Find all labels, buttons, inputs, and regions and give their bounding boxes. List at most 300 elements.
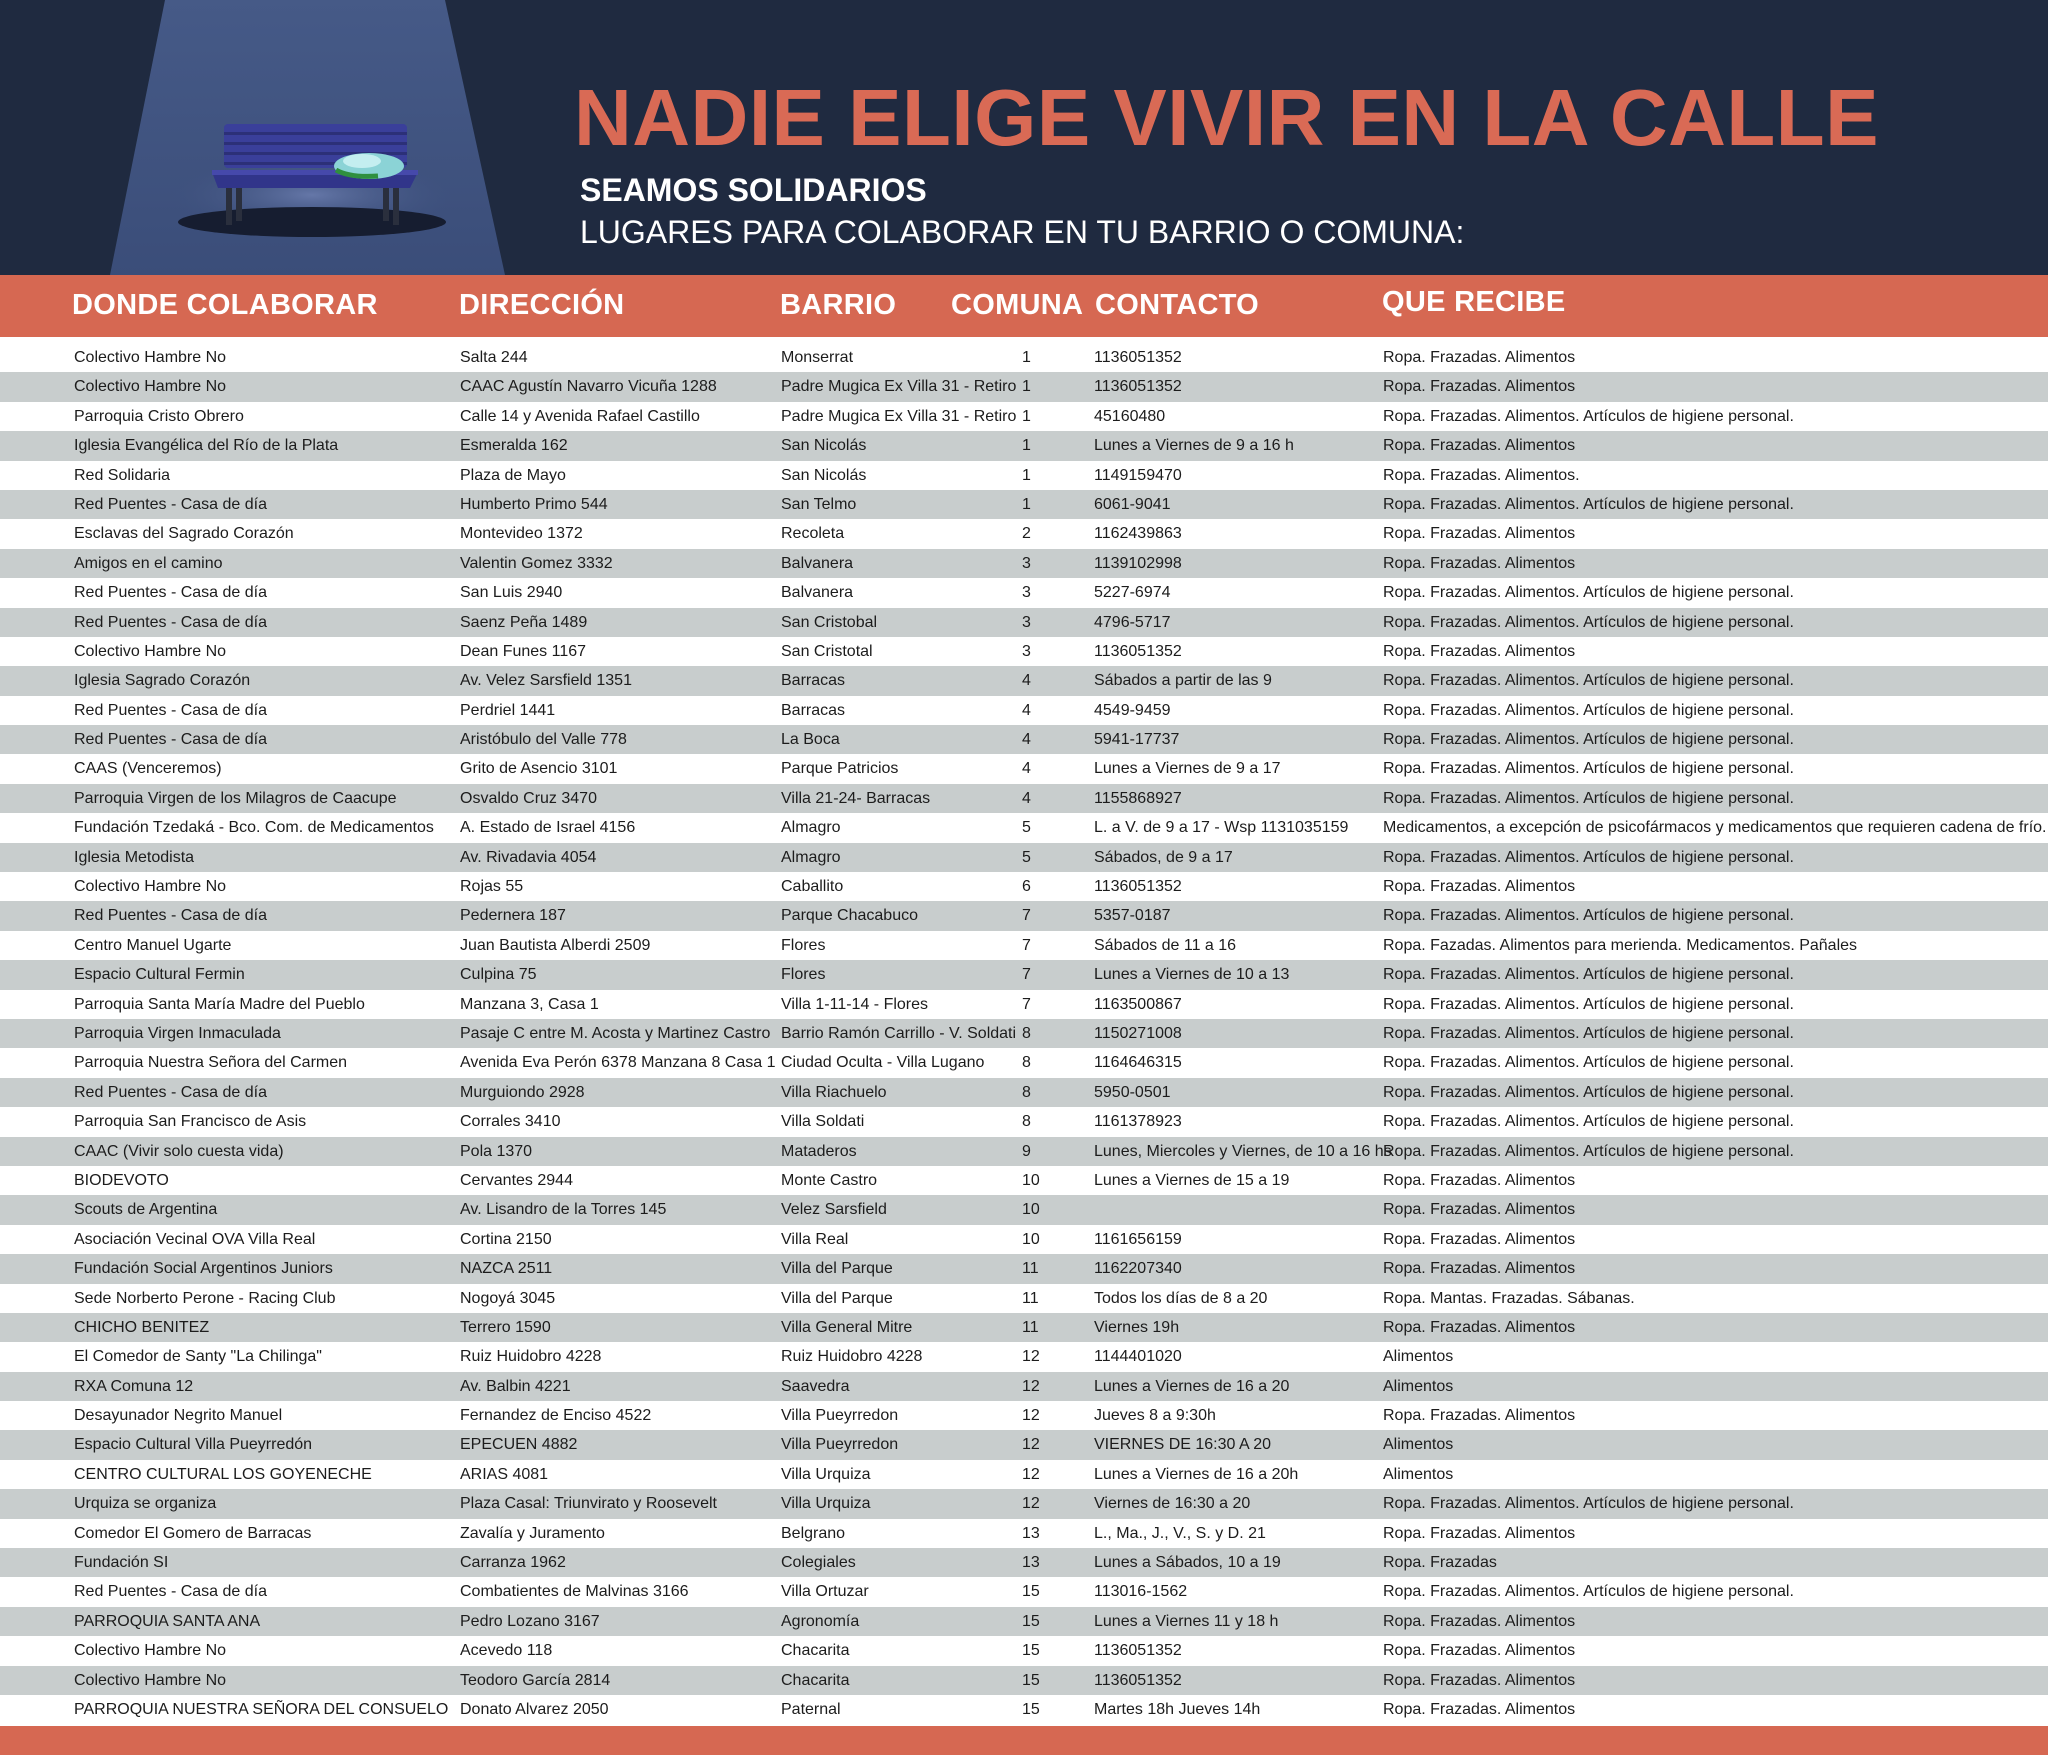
cell-direccion: Salta 244 <box>460 349 528 366</box>
cell-donde: El Comedor de Santy "La Chilinga" <box>74 1348 322 1366</box>
table-row <box>0 402 2048 431</box>
cell-donde: Parroquia San Francisco de Asis <box>74 1113 307 1131</box>
cell-comuna: 3 <box>1022 584 1031 602</box>
cell-barrio: Padre Mugica Ex Villa 31 - Retiro <box>781 378 1017 396</box>
table-row <box>0 1695 2048 1724</box>
cell-que-recibe: Ropa. Frazadas. Alimentos <box>1383 1700 1576 1718</box>
cell-que-recibe: Ropa. Frazadas <box>1383 1554 1497 1572</box>
table-row <box>0 754 2048 783</box>
cell-comuna: 7 <box>1022 995 1031 1013</box>
cell-direccion: Combatientes de Malvinas 3166 <box>460 1583 689 1601</box>
table-row <box>0 1372 2048 1401</box>
cell-que-recibe: Ropa. Frazadas. Alimentos. Artículos de higiene personal. <box>1383 1495 1794 1513</box>
table-row <box>0 872 2048 901</box>
cell-contacto: 1139102998 <box>1094 554 1182 572</box>
cell-barrio: Villa Soldati <box>781 1113 865 1131</box>
cell-direccion: Av. Rivadavia 4054 <box>460 848 597 866</box>
cell-direccion: Av. Velez Sarsfield 1351 <box>460 672 632 690</box>
cell-barrio: Colegiales <box>781 1554 856 1572</box>
cell-donde: Colectivo Hambre No <box>74 1642 227 1660</box>
table-row <box>0 843 2048 872</box>
cell-barrio: Barracas <box>781 672 846 690</box>
cell-comuna: 1 <box>1022 466 1031 484</box>
cell-direccion: Av. Balbin 4221 <box>460 1377 571 1395</box>
cell-direccion: Pasaje C entre M. Acosta y Martinez Castro <box>460 1024 771 1042</box>
cell-direccion: Grito de Asencio 3101 <box>460 760 618 778</box>
cell-contacto: 5227-6974 <box>1094 584 1171 602</box>
cell-barrio: Recoleta <box>781 525 845 543</box>
cell-que-recibe: Alimentos <box>1383 1436 1454 1454</box>
cell-donde: Colectivo Hambre No <box>74 878 227 896</box>
table-row <box>0 1078 2048 1107</box>
cell-comuna: 15 <box>1022 1583 1040 1601</box>
table-row <box>0 1636 2048 1665</box>
table-row <box>0 490 2048 519</box>
cell-direccion: ARIAS 4081 <box>460 1465 549 1483</box>
table-row <box>0 1284 2048 1313</box>
cell-direccion: Murguiondo 2928 <box>460 1083 585 1101</box>
header-banner <box>0 0 2048 275</box>
cell-contacto: 1163500867 <box>1094 995 1182 1013</box>
cell-direccion: EPECUEN 4882 <box>460 1436 578 1454</box>
table-row <box>0 1313 2048 1342</box>
cell-comuna: 5 <box>1022 819 1031 837</box>
cell-donde: BIODEVOTO <box>74 1171 169 1189</box>
cell-contacto: 1136051352 <box>1094 878 1182 896</box>
cell-contacto: Lunes a Viernes de 9 a 16 h <box>1094 437 1294 455</box>
cell-direccion: Saenz Peña 1489 <box>460 613 588 631</box>
cell-que-recibe: Ropa. Frazadas. Alimentos <box>1383 642 1576 660</box>
cell-donde: Parroquia Cristo Obrero <box>74 407 244 425</box>
cell-barrio: Villa Pueyrredon <box>781 1436 899 1454</box>
cell-contacto: 6061-9041 <box>1094 495 1171 513</box>
cell-comuna: 4 <box>1022 731 1031 749</box>
cell-barrio: Flores <box>781 966 826 984</box>
cell-que-recibe: Ropa. Frazadas. Alimentos <box>1383 1230 1576 1248</box>
cell-comuna: 8 <box>1022 1024 1031 1042</box>
cell-barrio: Ruiz Huidobro 4228 <box>781 1348 923 1366</box>
cell-contacto: 5941-17737 <box>1094 731 1180 749</box>
table-row <box>0 1401 2048 1430</box>
cell-comuna: 15 <box>1022 1612 1040 1630</box>
cell-donde: Colectivo Hambre No <box>74 642 227 660</box>
cell-direccion: Fernandez de Enciso 4522 <box>460 1407 652 1425</box>
cell-direccion: Valentin Gomez 3332 <box>460 554 613 572</box>
cell-barrio: San Telmo <box>781 495 857 513</box>
cell-que-recibe: Ropa. Frazadas. Alimentos <box>1383 554 1576 572</box>
cell-barrio: Agronomía <box>781 1612 860 1630</box>
cell-que-recibe: Ropa. Frazadas. Alimentos <box>1383 525 1576 543</box>
cell-comuna: 1 <box>1022 378 1031 396</box>
cell-comuna: 12 <box>1022 1348 1040 1366</box>
cell-barrio: Balvanera <box>781 584 854 602</box>
cell-comuna: 7 <box>1022 966 1031 984</box>
cell-contacto: 1161656159 <box>1094 1230 1182 1248</box>
cell-barrio: Parque Chacabuco <box>781 907 918 925</box>
cell-que-recibe: Ropa. Frazadas. Alimentos. Artículos de higiene personal. <box>1383 584 1794 602</box>
bench-illustration <box>0 0 560 275</box>
cell-que-recibe: Ropa. Frazadas. Alimentos. Artículos de higiene personal. <box>1383 966 1794 984</box>
table-row <box>0 1254 2048 1283</box>
cell-que-recibe: Ropa. Frazadas. Alimentos <box>1383 1171 1576 1189</box>
cell-donde: Urquiza se organiza <box>74 1495 217 1513</box>
cell-que-recibe: Alimentos <box>1383 1465 1454 1483</box>
cell-direccion: Cortina 2150 <box>460 1230 552 1248</box>
cell-contacto: 1136051352 <box>1094 1671 1182 1689</box>
cell-que-recibe: Ropa. Frazadas. Alimentos. Artículos de higiene personal. <box>1383 495 1794 513</box>
cell-comuna: 4 <box>1022 789 1031 807</box>
cell-contacto: 1136051352 <box>1094 378 1182 396</box>
cell-direccion: Calle 14 y Avenida Rafael Castillo <box>460 407 700 425</box>
cell-donde: Red Puentes - Casa de día <box>74 1083 268 1101</box>
cell-comuna: 1 <box>1022 437 1031 455</box>
cell-direccion: Acevedo 118 <box>460 1642 553 1660</box>
cell-comuna: 4 <box>1022 760 1031 778</box>
page-title: NADIE ELIGE VIVIR EN LA CALLE <box>574 73 1879 162</box>
cell-direccion: Esmeralda 162 <box>460 437 568 455</box>
cell-donde: Red Puentes - Casa de día <box>74 907 268 925</box>
cell-donde: Espacio Cultural Fermin <box>74 966 245 984</box>
cell-comuna: 12 <box>1022 1495 1040 1513</box>
cell-comuna: 15 <box>1022 1642 1040 1660</box>
cell-que-recibe: Ropa. Frazadas. Alimentos. Artículos de higiene personal. <box>1383 789 1794 807</box>
cell-donde: Red Puentes - Casa de día <box>74 584 268 602</box>
cell-contacto: Lunes a Viernes de 9 a 17 <box>1094 760 1281 778</box>
cell-comuna: 9 <box>1022 1142 1031 1160</box>
cell-donde: Parroquia Nuestra Señora del Carmen <box>74 1054 348 1072</box>
column-header-que-recibe: QUE RECIBE <box>1382 286 1566 318</box>
table-row <box>0 1489 2048 1518</box>
cell-donde: Red Solidaria <box>74 466 171 484</box>
cell-que-recibe: Ropa. Frazadas. Alimentos. Artículos de higiene personal. <box>1383 1024 1794 1042</box>
table-row <box>0 1666 2048 1695</box>
cell-donde: Fundación SI <box>74 1554 169 1572</box>
cell-barrio: Saavedra <box>781 1377 850 1395</box>
cell-comuna: 3 <box>1022 642 1031 660</box>
cell-que-recibe: Ropa. Frazadas. Alimentos. <box>1383 466 1580 484</box>
cell-contacto: 1162207340 <box>1094 1260 1182 1278</box>
cell-comuna: 8 <box>1022 1054 1031 1072</box>
cell-donde: CAAS (Venceremos) <box>74 760 222 778</box>
cell-comuna: 10 <box>1022 1230 1040 1248</box>
cell-direccion: CAAC Agustín Navarro Vicuña 1288 <box>460 378 717 396</box>
cell-que-recibe: Ropa. Frazadas. Alimentos <box>1383 1642 1576 1660</box>
cell-que-recibe: Ropa. Frazadas. Alimentos. Artículos de higiene personal. <box>1383 701 1794 719</box>
cell-que-recibe: Ropa. Frazadas. Alimentos <box>1383 437 1576 455</box>
cell-barrio: Villa 1-11-14 - Flores <box>781 995 929 1013</box>
cell-donde: PARROQUIA NUESTRA SEÑORA DEL CONSUELO <box>74 1700 449 1718</box>
cell-direccion: Ruiz Huidobro 4228 <box>460 1348 602 1366</box>
cell-barrio: Villa del Parque <box>781 1260 893 1278</box>
cell-que-recibe: Alimentos <box>1383 1377 1454 1395</box>
table-row <box>0 1577 2048 1606</box>
cell-contacto: 1164646315 <box>1094 1054 1182 1072</box>
table-row <box>0 1342 2048 1371</box>
cell-comuna: 7 <box>1022 936 1031 954</box>
cell-direccion: Aristóbulo del Valle 778 <box>460 731 627 749</box>
cell-direccion: Plaza de Mayo <box>460 466 566 484</box>
table-row <box>0 901 2048 930</box>
cell-contacto: 1149159470 <box>1094 466 1182 484</box>
table-row <box>0 696 2048 725</box>
cell-direccion: Juan Bautista Alberdi 2509 <box>460 936 651 954</box>
cell-donde: Comedor El Gomero de Barracas <box>74 1524 312 1542</box>
cell-que-recibe: Ropa. Frazadas. Alimentos. Artículos de higiene personal. <box>1383 1113 1794 1131</box>
cell-contacto: Lunes a Viernes de 15 a 19 <box>1094 1171 1290 1189</box>
cell-barrio: Villa Riachuelo <box>781 1083 887 1101</box>
cell-que-recibe: Ropa. Frazadas. Alimentos <box>1383 349 1576 366</box>
cell-direccion: Corrales 3410 <box>460 1113 561 1131</box>
cell-donde: CHICHO BENITEZ <box>74 1318 210 1336</box>
cell-direccion: Culpina 75 <box>460 966 537 984</box>
cell-barrio: Villa Ortuzar <box>781 1583 869 1601</box>
column-header-contacto: CONTACTO <box>1095 289 1260 321</box>
cell-direccion: San Luis 2940 <box>460 584 563 602</box>
table-row <box>0 461 2048 490</box>
cell-comuna: 1 <box>1022 495 1031 513</box>
cell-barrio: Almagro <box>781 848 841 866</box>
cell-comuna: 4 <box>1022 701 1031 719</box>
table-row <box>0 1225 2048 1254</box>
cell-donde: Red Puentes - Casa de día <box>74 731 268 749</box>
cell-donde: Esclavas del Sagrado Corazón <box>74 525 294 543</box>
cell-donde: Sede Norberto Perone - Racing Club <box>74 1289 336 1307</box>
cell-que-recibe: Ropa. Frazadas. Alimentos. Artículos de higiene personal. <box>1383 407 1794 425</box>
cell-comuna: 5 <box>1022 848 1031 866</box>
cell-comuna: 13 <box>1022 1554 1040 1572</box>
cell-comuna: 8 <box>1022 1113 1031 1131</box>
table-row <box>0 1548 2048 1577</box>
cell-direccion: Av. Lisandro de la Torres 145 <box>460 1201 667 1219</box>
table-row <box>0 784 2048 813</box>
cell-contacto: 5950-0501 <box>1094 1083 1171 1101</box>
cell-comuna: 15 <box>1022 1700 1040 1718</box>
cell-comuna: 15 <box>1022 1671 1040 1689</box>
cell-barrio: Ciudad Oculta - Villa Lugano <box>781 1054 985 1072</box>
table-row <box>0 637 2048 666</box>
cell-contacto: Sábados a partir de las 9 <box>1094 672 1272 690</box>
cell-contacto: Todos los días de 8 a 20 <box>1094 1289 1268 1307</box>
cell-donde: Colectivo Hambre No <box>74 1671 227 1689</box>
column-header-donde: DONDE COLABORAR <box>72 289 378 321</box>
cell-barrio: Chacarita <box>781 1671 850 1689</box>
cell-direccion: Avenida Eva Perón 6378 Manzana 8 Casa 1 <box>460 1054 776 1072</box>
cell-que-recibe: Ropa. Frazadas. Alimentos <box>1383 1612 1576 1630</box>
cell-comuna: 10 <box>1022 1171 1040 1189</box>
cell-contacto: 1150271008 <box>1094 1024 1182 1042</box>
cell-que-recibe: Ropa. Frazadas. Alimentos <box>1383 1201 1576 1219</box>
cell-contacto: Viernes de 16:30 a 20 <box>1094 1495 1251 1513</box>
column-header-direccion: DIRECCIÓN <box>459 289 625 321</box>
cell-que-recibe: Ropa. Frazadas. Alimentos. Artículos de higiene personal. <box>1383 760 1794 778</box>
cell-barrio: Chacarita <box>781 1642 850 1660</box>
cell-que-recibe: Ropa. Frazadas. Alimentos. Artículos de higiene personal. <box>1383 731 1794 749</box>
cell-direccion: Carranza 1962 <box>460 1554 566 1572</box>
cell-comuna: 11 <box>1022 1318 1039 1336</box>
cell-direccion: Osvaldo Cruz 3470 <box>460 789 597 807</box>
cell-barrio: Villa Pueyrredon <box>781 1407 899 1425</box>
cell-barrio: Belgrano <box>781 1524 846 1542</box>
cell-que-recibe: Ropa. Mantas. Frazadas. Sábanas. <box>1383 1289 1635 1307</box>
table-body <box>0 343 2048 1724</box>
cell-que-recibe: Ropa. Frazadas. Alimentos. Artículos de higiene personal. <box>1383 848 1794 866</box>
cell-que-recibe: Ropa. Frazadas. Alimentos. Artículos de higiene personal. <box>1383 672 1794 690</box>
cell-direccion: Rojas 55 <box>460 878 524 896</box>
cell-comuna: 4 <box>1022 672 1031 690</box>
table-row <box>0 519 2048 548</box>
cell-que-recibe: Ropa. Frazadas. Alimentos <box>1383 1407 1576 1425</box>
table-row <box>0 608 2048 637</box>
cell-donde: Red Puentes - Casa de día <box>74 701 268 719</box>
cell-donde: CAAC (Vivir solo cuesta vida) <box>74 1142 284 1160</box>
cell-barrio: Almagro <box>781 819 841 837</box>
cell-direccion: Pola 1370 <box>460 1142 533 1160</box>
cell-que-recibe: Medicamentos, a excepción de psicofármacos y medicamentos que requieren cadena de frío. <box>1383 819 2047 837</box>
cell-que-recibe: Ropa. Frazadas. Alimentos <box>1383 1671 1576 1689</box>
table-row <box>0 1430 2048 1459</box>
cell-comuna: 6 <box>1022 878 1031 896</box>
cell-direccion: Teodoro García 2814 <box>460 1671 611 1689</box>
cell-contacto: Jueves 8 a 9:30h <box>1094 1407 1216 1425</box>
cell-donde: Centro Manuel Ugarte <box>74 936 232 954</box>
cell-direccion: Terrero 1590 <box>460 1318 551 1336</box>
cell-contacto: L. a V. de 9 a 17 - Wsp 1131035159 <box>1094 819 1349 837</box>
table-row <box>0 549 2048 578</box>
cell-comuna: 11 <box>1022 1289 1039 1307</box>
table-row <box>0 372 2048 401</box>
table-header <box>0 275 2048 337</box>
cell-contacto: Viernes 19h <box>1094 1318 1180 1336</box>
cell-contacto: Lunes a Viernes de 16 a 20h <box>1094 1465 1299 1483</box>
cell-comuna: 1 <box>1022 349 1031 366</box>
cell-barrio: Velez Sarsfield <box>781 1201 887 1219</box>
cell-comuna: 8 <box>1022 1083 1031 1101</box>
cell-contacto: VIERNES DE 16:30 A 20 <box>1094 1436 1271 1454</box>
table-row <box>0 1519 2048 1548</box>
cell-donde: Asociación Vecinal OVA Villa Real <box>74 1230 316 1248</box>
cell-barrio: San Cristobal <box>781 613 878 631</box>
cell-barrio: Villa Urquiza <box>781 1465 871 1483</box>
cell-direccion: Donato Alvarez 2050 <box>460 1700 609 1718</box>
cell-direccion: Perdriel 1441 <box>460 701 556 719</box>
cell-comuna: 2 <box>1022 525 1031 543</box>
cell-donde: PARROQUIA SANTA ANA <box>74 1612 261 1630</box>
table-row <box>0 960 2048 989</box>
cell-comuna: 12 <box>1022 1407 1040 1425</box>
cell-direccion: Plaza Casal: Triunvirato y Roosevelt <box>460 1495 717 1513</box>
table-row <box>0 1460 2048 1489</box>
cell-contacto: Lunes a Viernes de 16 a 20 <box>1094 1377 1290 1395</box>
cell-donde: Red Puentes - Casa de día <box>74 613 268 631</box>
cell-comuna: 7 <box>1022 907 1031 925</box>
cell-comuna: 11 <box>1022 1260 1039 1278</box>
cell-contacto: Lunes a Viernes 11 y 18 h <box>1094 1612 1279 1630</box>
cell-contacto: 4549-9459 <box>1094 701 1171 719</box>
cell-comuna: 12 <box>1022 1465 1040 1483</box>
cell-contacto: Lunes, Miercoles y Viernes, de 10 a 16 hs <box>1094 1142 1392 1160</box>
cell-barrio: San Cristotal <box>781 642 873 660</box>
cell-barrio: Villa Urquiza <box>781 1495 871 1513</box>
cell-contacto: 1136051352 <box>1094 349 1182 366</box>
table-row <box>0 1048 2048 1077</box>
cell-barrio: San Nicolás <box>781 466 867 484</box>
table-row <box>0 578 2048 607</box>
cell-direccion: NAZCA 2511 <box>460 1260 553 1278</box>
cell-barrio: Parque Patricios <box>781 760 899 778</box>
cell-direccion: Cervantes 2944 <box>460 1171 573 1189</box>
cell-donde: Scouts de Argentina <box>74 1201 218 1219</box>
cell-direccion: Montevideo 1372 <box>460 525 583 543</box>
cell-contacto: Sábados de 11 a 16 <box>1094 936 1237 954</box>
cell-donde: Fundación Tzedaká - Bco. Com. de Medicamentos <box>74 819 434 837</box>
cell-donde: Parroquia Virgen Inmaculada <box>74 1024 281 1042</box>
table-row <box>0 813 2048 842</box>
cell-barrio: Padre Mugica Ex Villa 31 - Retiro <box>781 407 1017 425</box>
cell-que-recibe: Ropa. Frazadas. Alimentos <box>1383 1260 1576 1278</box>
cell-donde: Colectivo Hambre No <box>74 378 227 396</box>
cell-barrio: Mataderos <box>781 1142 857 1160</box>
cell-direccion: Pedro Lozano 3167 <box>460 1612 600 1630</box>
table-row <box>0 1195 2048 1224</box>
cell-donde: Desayunador Negrito Manuel <box>74 1407 283 1425</box>
cell-que-recibe: Ropa. Frazadas. Alimentos <box>1383 878 1576 896</box>
cell-donde: Colectivo Hambre No <box>74 349 227 366</box>
table-row <box>0 1137 2048 1166</box>
cell-donde: RXA Comuna 12 <box>74 1377 194 1395</box>
cell-contacto: 1136051352 <box>1094 1642 1182 1660</box>
cell-donde: CENTRO CULTURAL LOS GOYENECHE <box>74 1465 372 1483</box>
cell-barrio: Villa 21-24- Barracas <box>781 789 931 807</box>
cell-donde: Iglesia Metodista <box>74 848 195 866</box>
cell-contacto: 1136051352 <box>1094 642 1182 660</box>
page-subtitle-2: LUGARES PARA COLABORAR EN TU BARRIO O COMUNA: <box>580 214 1465 250</box>
cell-donde: Red Puentes - Casa de día <box>74 495 268 513</box>
cell-contacto: L., Ma., J., V., S. y D. 21 <box>1094 1524 1266 1542</box>
cell-direccion: Humberto Primo 544 <box>460 495 608 513</box>
cell-que-recibe: Ropa. Frazadas. Alimentos. Artículos de higiene personal. <box>1383 1083 1794 1101</box>
cell-que-recibe: Ropa. Frazadas. Alimentos. Artículos de higiene personal. <box>1383 613 1794 631</box>
cell-que-recibe: Ropa. Frazadas. Alimentos. Artículos de higiene personal. <box>1383 1142 1794 1160</box>
cell-contacto: 113016-1562 <box>1094 1583 1188 1601</box>
cell-direccion: Manzana 3, Casa 1 <box>460 995 599 1013</box>
table-row <box>0 725 2048 754</box>
cell-comuna: 12 <box>1022 1436 1040 1454</box>
cell-contacto: 1144401020 <box>1094 1348 1182 1366</box>
cell-barrio: La Boca <box>781 731 840 749</box>
table-row <box>0 1166 2048 1195</box>
cell-barrio: San Nicolás <box>781 437 867 455</box>
cell-donde: Iglesia Sagrado Corazón <box>74 672 251 690</box>
cell-que-recibe: Ropa. Frazadas. Alimentos <box>1383 1524 1576 1542</box>
cell-barrio: Monserrat <box>781 349 854 366</box>
cell-contacto: Martes 18h Jueves 14h <box>1094 1700 1261 1718</box>
cell-donde: Iglesia Evangélica del Río de la Plata <box>74 437 339 455</box>
cell-contacto: 1155868927 <box>1094 789 1182 807</box>
cell-direccion: Zavalía y Juramento <box>460 1524 605 1542</box>
table-row <box>0 1607 2048 1636</box>
cell-barrio: Villa General Mitre <box>781 1318 913 1336</box>
table-row <box>0 343 2048 372</box>
cell-comuna: 12 <box>1022 1377 1040 1395</box>
cell-donde: Parroquia Santa María Madre del Pueblo <box>74 995 365 1013</box>
cell-que-recibe: Alimentos <box>1383 1348 1454 1366</box>
cell-comuna: 3 <box>1022 613 1031 631</box>
cell-donde: Red Puentes - Casa de día <box>74 1583 268 1601</box>
cell-direccion: Nogoyá 3045 <box>460 1289 556 1307</box>
cell-contacto: 45160480 <box>1094 407 1166 425</box>
cell-barrio: Paternal <box>781 1700 841 1718</box>
column-header-barrio: BARRIO <box>780 289 897 321</box>
